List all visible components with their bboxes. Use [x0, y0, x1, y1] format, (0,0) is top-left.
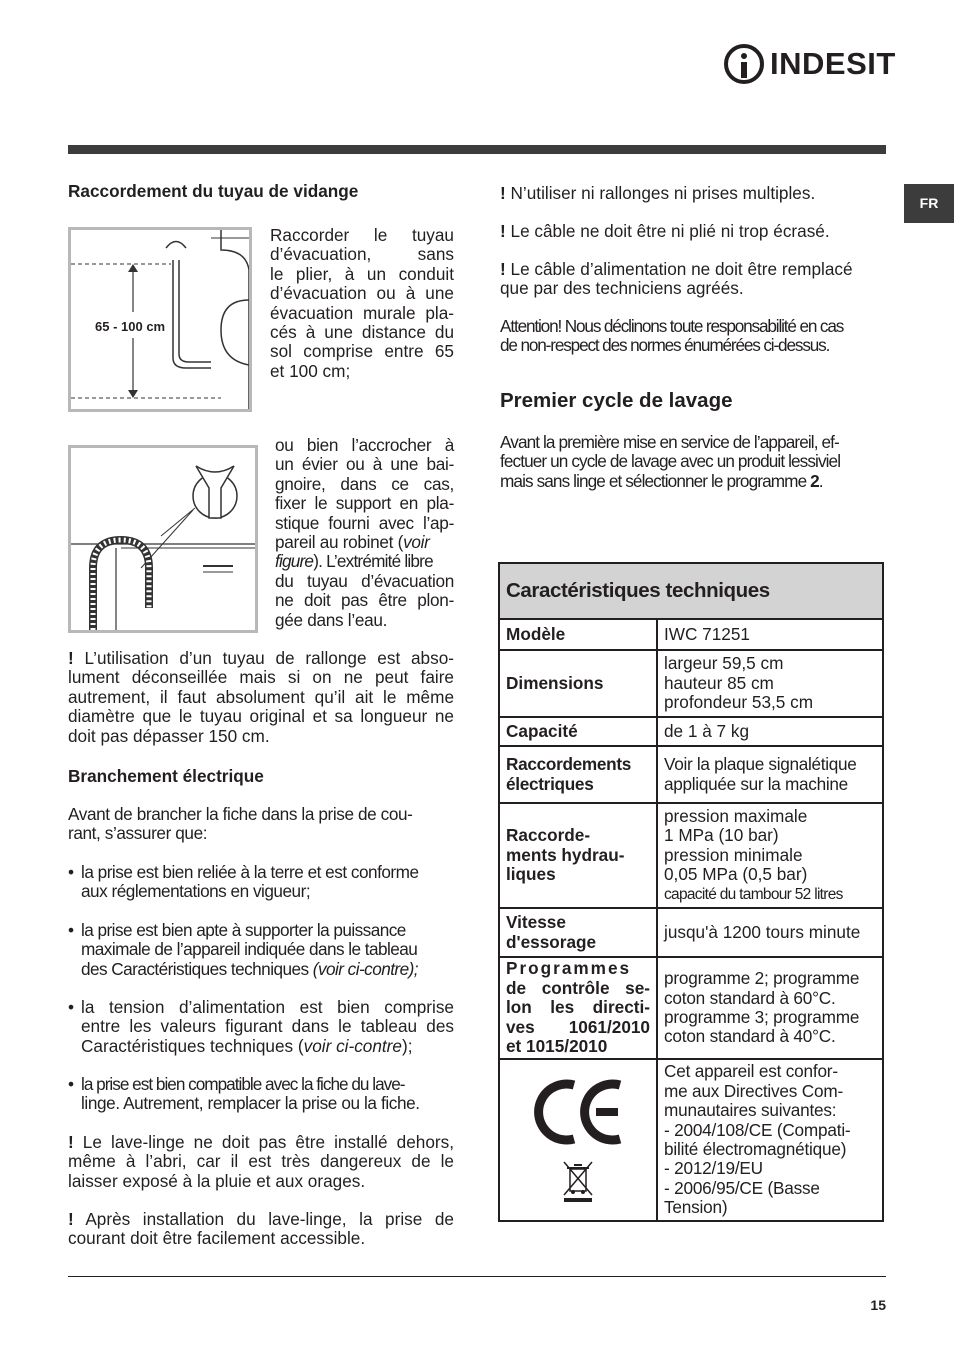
drain-height-illustration [71, 230, 249, 409]
warning-extension-hose: ! L’utilisation d’un tuyau de rallonge est abso- lument déconseillée mais si on ne peut faire autrement, il faut absolument qu’il ait le même diamètre que le tuyau original et sa longueur ne doit pas dépasser 150 cm. [68, 648, 454, 746]
fig1-description: Raccorder le tuyau d’évacuation, sans le plier, à un conduit d’évacuation ou à une évacuation murale pla- cés à une distance du sol comprise entre 65 et 100 cm; [270, 225, 454, 381]
crossed-bin-icon [561, 1159, 595, 1203]
table-row-electrical: Raccordements électriques Voir la plaque signalétique appliquée sur la machine [500, 747, 882, 804]
electrical-intro: Avant de brancher la fiche dans la prise de cou- rant, s’assurer que: [68, 804, 413, 844]
indesit-logo-icon [724, 44, 764, 84]
header-rule [68, 145, 886, 154]
fig2-description: ou bien l’accrocher à un évier ou à une bai- gnoire, dans ce cas, fixer le support en pla- stique fourni avec l’ap- pareil au robinet (voir figure). L’extrémité libre du tuyau d’évacuation ne doit pas être plon- gée dans l’eau. [275, 435, 454, 630]
page-number: 15 [870, 1297, 886, 1313]
section-title-first-wash: Premier cycle de lavage [500, 389, 733, 412]
warning-accessible-socket: ! Après installation du lave-linge, la prise de courant doit être facilement accessible. [68, 1209, 454, 1249]
table-row-hydraulic: Raccorde- ments hydrau- liques pression maximale 1 MPa (10 bar) pression minimale 0,05 MPa (0,5 bar) capacité du tambour 52 litres [500, 804, 882, 909]
sink-hook-illustration [71, 448, 255, 630]
warning-outdoor: ! Le lave-linge ne doit pas être installé dehors, même à l’abri, car il est très dangereux de le laisser exposé à la pluie et aux orages. [68, 1132, 454, 1191]
figure-sink-hook [68, 445, 258, 633]
bullet-plug: • la prise est bien compatible avec la fiche du lave- linge. Autrement, remplacer la prise ou la fiche. [68, 1074, 420, 1114]
specs-table [498, 562, 884, 1222]
warning-cable-bend: ! Le câble ne doit être ni plié ni trop écrasé. [500, 221, 830, 241]
table-row-control-programs: Programmes de contrôle se- lon les directi- ves 1061/2010 et 1015/2010 programme 2; programme coton standard à 60°C. programme 3; programme coton standard à 40°C. [500, 958, 882, 1060]
brand-logo [724, 42, 896, 86]
first-wash-text: Avant la première mise en service de l’appareil, ef- fectuer un cycle de lavage avec un produit lessiviel mais sans linge et sélectionner le programme 2. [500, 432, 841, 491]
attention-disclaimer: Attention! Nous déclinons toute responsabilité en cas de non-respect des normes énumérées ci-dessus. [500, 316, 844, 356]
bullet-voltage: • la tension d’alimentation est bien comprise entre les valeurs figurant dans le tableau des Caractéristiques techniques (voir ci-contre); [68, 997, 454, 1056]
table-row-dimensions: Dimensions largeur 59,5 cm hauteur 85 cm profondeur 53,5 cm [500, 651, 882, 718]
table-row-compliance: Cet appareil est confor- me aux Directives Com- munautaires suivantes: - 2004/108/CE (Compati- bilité électromagnétique) - 2012/19/EU - 2006/95/CE (Basse Tension) [500, 1060, 882, 1220]
language-tab [904, 184, 954, 223]
section-title-electrical: Branchement électrique [68, 766, 264, 786]
bullet-earthing: • la prise est bien reliée à la terre et est conforme aux réglementations en vigueur; [68, 862, 419, 902]
table-row-spin-speed: Vitesse d'essorage jusqu'à 1200 tours minute [500, 909, 882, 958]
specs-table-title: Caractéristiques techniques [500, 564, 882, 620]
figure-drain-height [68, 227, 252, 412]
warning-no-extensions: ! N’utiliser ni rallonges ni prises multiples. [500, 183, 816, 203]
bullet-power: • la prise est bien apte à supporter la puissance maximale de l’appareil indiquée dans le tableau des Caractéristiques techniques (voir ci-contre); [68, 920, 419, 979]
ce-mark-icon [530, 1077, 626, 1147]
warning-cable-replace: ! Le câble d’alimentation ne doit être remplacé que par des techniciens agréés. [500, 259, 853, 299]
table-row-model: Modèle IWC 71251 [500, 620, 882, 651]
footer-rule [68, 1276, 886, 1277]
table-row-capacity: Capacité de 1 à 7 kg [500, 718, 882, 747]
section-title-drain-hose: Raccordement du tuyau de vidange [68, 181, 359, 201]
language-code: FR [919, 194, 939, 211]
height-range-label: 65 - 100 cm [95, 319, 166, 334]
brand-name: INDESIT [770, 46, 896, 82]
